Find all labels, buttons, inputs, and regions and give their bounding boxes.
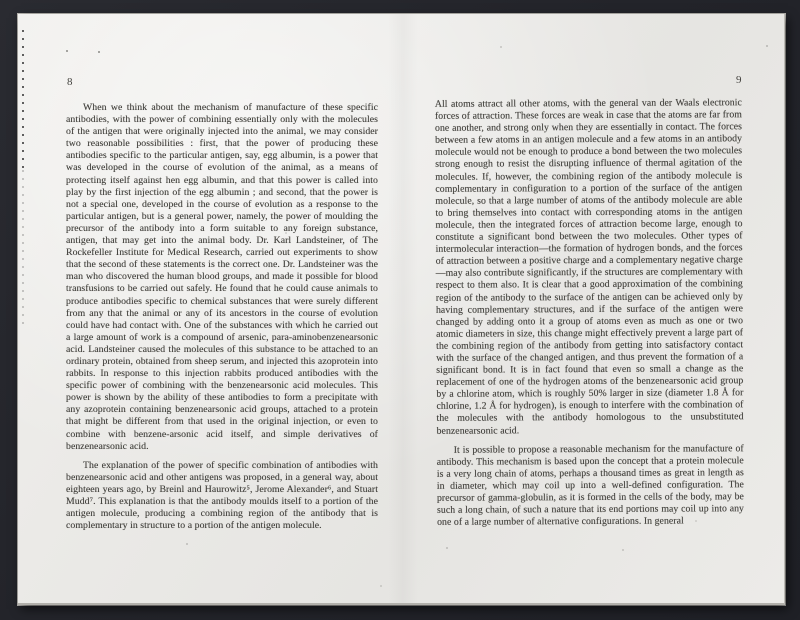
left-page-text-column <box>66 102 378 539</box>
left-page-paragraph-2: The explanation of the power of specific combination of antibodies with benzenearsonic acid and other antigens was proposed, in a general way, about eighteen years ago, by Breinl and Haurowitz⁵, Jerome Alexander⁶, and Stuart Mudd⁷. This explanation is that the antibody moulds itself to a portion of the antigen molecule, producing a combining region of the antibody that is complementary in structure to a portion of the antigen molecule. <box>66 459 378 532</box>
paper-speck <box>446 547 448 549</box>
page-number-left: 8 <box>67 76 73 88</box>
left-page-paragraph-1: When we think about the mechanism of manufacture of these specific antibodies, with the power of combining essentially only with the molecules of the antigen that were originally injected into the animal, we may consider two reasonable possibilities : first, that the power of producing these antibodies specific to the particular antigen, say, egg albumin, is a power that was developed in the course of evolution of the animal, as a means of protecting itself against hen egg albumin, and that this power is called into play by the first injection of the egg albumin ; and second, that the power is not a special one, developed in the course of evolution as a response to the particular antigen, but is a general power, namely, the power of moulding the precursor of the antibody into a form suitable to any foreign substance, antigen, that may get into the animal body. Dr. Karl Landsteiner, of The Rockefeller Institute for Medical Research, carried out experiments to show that the second of these statements is the correct one. Dr. Landsteiner was the man who discovered the human blood groups, and made it possible for blood transfusions to be carried out safely. He found that he could cause animals to produce antibodies specific to chemical substances that were surely different from any that the animal or any of its ancestors in the course of evolution could have had contact with. One of the substances with which he carried out a large amount of work is a compound of arsenic, para-aminobenzenearsonic acid. Landsteiner caused the molecules of this substance to be attached to an ordinary protein, obtained from sheep serum, and injected this azoprotein into rabbits. In response to this injection rabbits produced antibodies with the specific power of combining with the benzenearsonic acid molecules. This power is shown by the ability of these antibodies to form a precipitate with any azoprotein containing benzenearsonic acid groups, attached to a protein that might be different from that used in the original injection, or even to combine with benzene-arsonic acid itself, and simple derivatives of benzenearsonic acid. <box>66 102 378 452</box>
right-page-paragraph-2: It is possible to propose a reasonable mechanism for the manufacture of antibody. This mechanism is based upon the concept that a protein molecule is a very long chain of atoms, perhaps a thousand times as great in length as in diameter, which may coil up into a well-defined configuration. The precursor of gamma-globulin, as it is formed in the cells of the body, may be such a long chain, of such a nature that its end portions may coil up into any one of a large number of alternative configurations. In general <box>436 442 745 528</box>
binding-marks-faint <box>22 170 24 330</box>
paper-speck <box>500 46 502 48</box>
paper-speck <box>766 45 768 47</box>
book-page-spread <box>18 14 785 605</box>
right-page-text-column <box>435 97 744 536</box>
paper-speck <box>186 543 188 545</box>
page-number-right: 9 <box>736 74 742 86</box>
paper-speck <box>98 51 100 53</box>
binding-marks <box>22 30 24 170</box>
right-page-paragraph-1: All atoms attract all other atoms, with the general van der Waals electronic forces of attraction. These forces are weak in case that the atoms are far from one another, and strong only when they are essentially in contact. The forces between a few atoms in an antigen molecule and a few atoms in an antibody molecule would not be enough to produce a bond between the two molecules strong enough to resist the disrupting influence of thermal agitation of the molecules. If, however, the combining region of the antibody molecule is complementary in configuration to a portion of the surface of the antigen molecule, so that a large number of atoms of the antibody molecule are able to bring themselves into contact with corresponding atoms in the antigen molecule, then the integrated forces of attraction become large, enough to constitute a significant bond between the two molecules. Other types of intermolecular interaction—the formation of hydrogen bonds, and the forces of attraction between a positive charge and a complementary negative charge—may also contribute significantly, if the structures are complementary with respect to them also. It is clear that a good approximation of the combining region of the antibody to the surface of the antigen can be achieved only by having complementary structures, and if the surface of the antigen were changed by adding onto it a group of atoms even as much as one or two atomic diameters in size, this change might effectively prevent a large part of the combining region of the antibody from getting into satisfactory contact with the surface of the changed antigen, and thus prevent the formation of a significant bond. It is in fact found that even so small a change as the replacement of one of the hydrogen atoms of the benzenearsonic acid group by a chlorine atom, which is roughly 50% larger in size (diameter 1.8 Å for chlorine, 1.2 Å for hydrogen), is enough to interfere with the combination of the molecules with the antibody homologous to the unsubstituted benzenearsonic acid. <box>434 97 744 437</box>
paper-speck <box>66 50 68 52</box>
paper-speck <box>622 549 624 551</box>
paper-speck <box>380 585 382 587</box>
